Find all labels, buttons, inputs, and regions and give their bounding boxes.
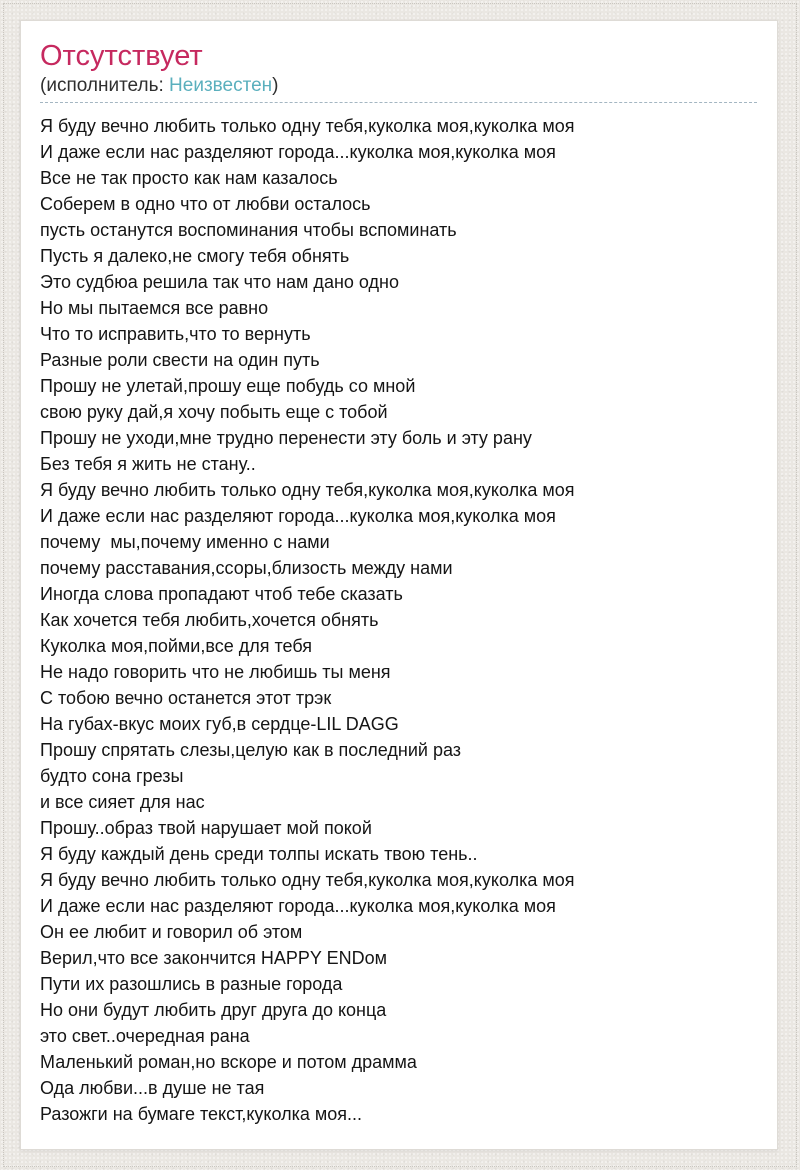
- lyric-line: Разные роли свести на один путь: [40, 350, 320, 370]
- lyric-line: Маленький роман,но вскоре и потом драмма: [40, 1052, 417, 1072]
- lyric-line: почему мы,почему именно с нами: [40, 532, 330, 552]
- lyric-line: Как хочется тебя любить,хочется обнять: [40, 610, 379, 630]
- lyric-line: Прошу не улетай,прошу еще побудь со мной: [40, 376, 416, 396]
- lyric-line: пусть останутся воспоминания чтобы вспоминать: [40, 220, 457, 240]
- lyric-line: свою руку дай,я хочу побыть еще с тобой: [40, 402, 388, 422]
- lyric-line: Но мы пытаемся все равно: [40, 298, 269, 318]
- lyric-line: почему расставания,ссоры,близость между нами: [40, 558, 453, 578]
- lyric-line: Все не так просто как нам казалось: [40, 168, 338, 188]
- lyric-line: Без тебя я жить не стану..: [40, 454, 256, 474]
- lyric-line: Прошу..образ твой нарушает мой покой: [40, 818, 372, 838]
- lyric-line: И даже если нас разделяют города...куколка моя,куколка моя: [40, 896, 556, 916]
- lyric-line: Я буду каждый день среди толпы искать твою тень..: [40, 844, 478, 864]
- artist-line: [40, 75, 757, 103]
- artist-label-suffix: ): [272, 75, 279, 96]
- lyric-line: Ода любви...в душе не тая: [40, 1078, 265, 1098]
- lyric-line: Я буду вечно любить только одну тебя,куколка моя,куколка моя: [40, 480, 575, 500]
- artist-link[interactable]: Неизвестен: [169, 75, 273, 96]
- lyric-line: Верил,что все закончится HAPPY ENDом: [40, 948, 387, 968]
- lyric-line: Что то исправить,что то вернуть: [40, 324, 311, 344]
- lyric-line: Это судбюа решила так что нам дано одно: [40, 272, 399, 292]
- lyric-line: и все сияет для нас: [40, 792, 205, 812]
- lyrics-card: [20, 20, 778, 1150]
- lyric-line: Я буду вечно любить только одну тебя,куколка моя,куколка моя: [40, 870, 575, 890]
- lyric-line: С тобою вечно останется этот трэк: [40, 688, 332, 708]
- lyric-line: Разожги на бумаге текст,куколка моя...: [40, 1104, 363, 1124]
- lyric-line: будто сона грезы: [40, 766, 184, 786]
- lyric-line: Прошу не уходи,мне трудно перенести эту боль и эту рану: [40, 428, 532, 448]
- artist-label-prefix: (исполнитель:: [40, 75, 170, 96]
- lyric-line: это свет..очередная рана: [40, 1026, 250, 1046]
- lyric-line: На губах-вкус моих губ,в сердце-LIL DAGG: [40, 714, 399, 734]
- lyric-line: Куколка моя,пойми,все для тебя: [40, 636, 312, 656]
- lyric-line: И даже если нас разделяют города...куколка моя,куколка моя: [40, 506, 556, 526]
- lyric-line: Я буду вечно любить только одну тебя,куколка моя,куколка моя: [40, 116, 575, 136]
- lyric-line: Не надо говорить что не любишь ты меня: [40, 662, 391, 682]
- song-title: Отсутствует: [40, 40, 203, 72]
- lyric-line: И даже если нас разделяют города...куколка моя,куколка моя: [40, 142, 556, 162]
- lyric-line: Иногда слова пропадают чтоб тебе сказать: [40, 584, 403, 604]
- lyric-line: Пути их разошлись в разные города: [40, 974, 343, 994]
- lyric-line: Он ее любит и говорил об этом: [40, 922, 303, 942]
- lyric-line: Но они будут любить друг друга до конца: [40, 1000, 387, 1020]
- lyric-line: Пусть я далеко,не смогу тебя обнять: [40, 246, 350, 266]
- lyric-line: Соберем в одно что от любви осталось: [40, 194, 371, 214]
- lyrics-block: [40, 113, 757, 1127]
- lyric-line: Прошу спрятать слезы,целую как в последний раз: [40, 740, 462, 760]
